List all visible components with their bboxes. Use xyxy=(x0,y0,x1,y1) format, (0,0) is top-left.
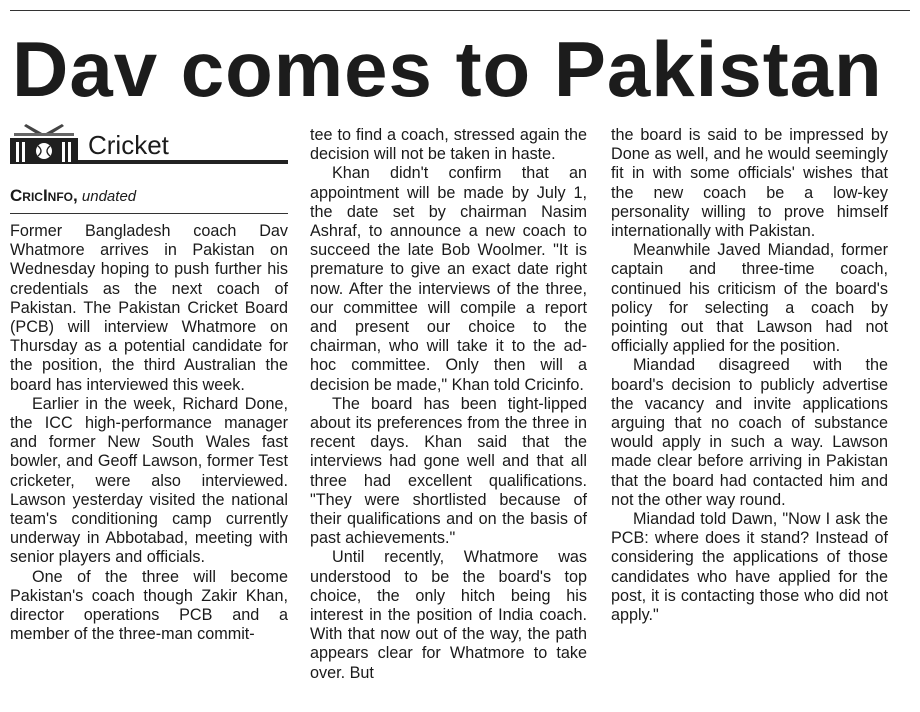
article-column-2 xyxy=(310,126,587,683)
byline-date: undated xyxy=(81,188,137,205)
paragraph: the board is said to be impressed by Done as well, and he would seemingly fit in with some officials' wishes that the new coach be a low-key personality willing to prove himself internationally with Pakistan. xyxy=(611,126,888,241)
paragraph: tee to find a coach, stressed again the decision will not be taken in haste. xyxy=(310,126,587,164)
section-label: Cricket xyxy=(88,130,169,160)
paragraph: Khan didn't confirm that an appointment will be made by July 1, the date set by chairman Nasim Ashraf, to announce a new coach to succeed the late Bob Woolmer. "It is premature to give an exact date right now. After the interviews of the three, our committee will compile a report and present our choice to the chairman, who will take it to the ad-hoc committee. Only then will a decision be made," Khan told Cricinfo. xyxy=(310,164,587,394)
section-header xyxy=(10,124,288,164)
top-rule xyxy=(10,10,910,11)
byline-source: CricInfo, xyxy=(10,186,78,205)
paragraph: Former Bangladesh coach Dav Whatmore arrives in Pakistan on Wednesday hoping to push further his credentials as the next coach of Pakistan. The Pakistan Cricket Board (PCB) will interview Whatmore on Thursday as a potential candidate for the position, the third Australian the board has interviewed this week. xyxy=(10,222,288,394)
paragraph: Meanwhile Javed Miandad, former captain and three-time coach, continued his criticism of the board's policy for selecting a coach by pointing out that Lawson had not officially applied for the position. xyxy=(611,241,888,356)
paragraph: One of the three will become Pakistan's coach though Zakir Khan, director operations PCB and a member of the three-man commit- xyxy=(10,567,288,644)
article-column-1 xyxy=(10,124,288,644)
cricket-logo-icon xyxy=(10,124,78,164)
paragraph: Miandad disagreed with the board's decision to publicly advertise the vacancy and invite applications arguing that no coach of substance would apply in such a way. Lawson made clear before arriving in Pakistan that the board had contacted him and not the other way round. xyxy=(611,356,888,509)
paragraph: The board has been tight-lipped about its preferences from the three in recent days. Khan said that the interviews had gone well and that all three had excellent qualifications. "They were shortlisted because of their qualifications and on the basis of past achievements." xyxy=(310,394,587,548)
paragraph: Until recently, Whatmore was understood to be the board's top choice, the only hitch being his interest in the position of India coach. With that now out of the way, the path appears clear for Whatmore to take over. But xyxy=(310,548,587,682)
section-rule xyxy=(78,160,288,164)
article-column-3 xyxy=(611,126,888,625)
byline xyxy=(10,186,288,214)
headline: Dav comes to Pakistan xyxy=(12,25,883,113)
paragraph: Earlier in the week, Richard Done, the ICC high-performance manager and former New South Wales fast bowler, and Geoff Lawson, former Test cricketer, were also interviewed. Lawson yesterday visited the national team's conditioning camp currently underway in Abbotabad, meeting with senior players and officials. xyxy=(10,394,288,567)
paragraph: Miandad told Dawn, "Now I ask the PCB: where does it stand? Instead of considering the applications of those candidates who have applied for the post, it is contacting those who did not apply." xyxy=(611,510,888,625)
